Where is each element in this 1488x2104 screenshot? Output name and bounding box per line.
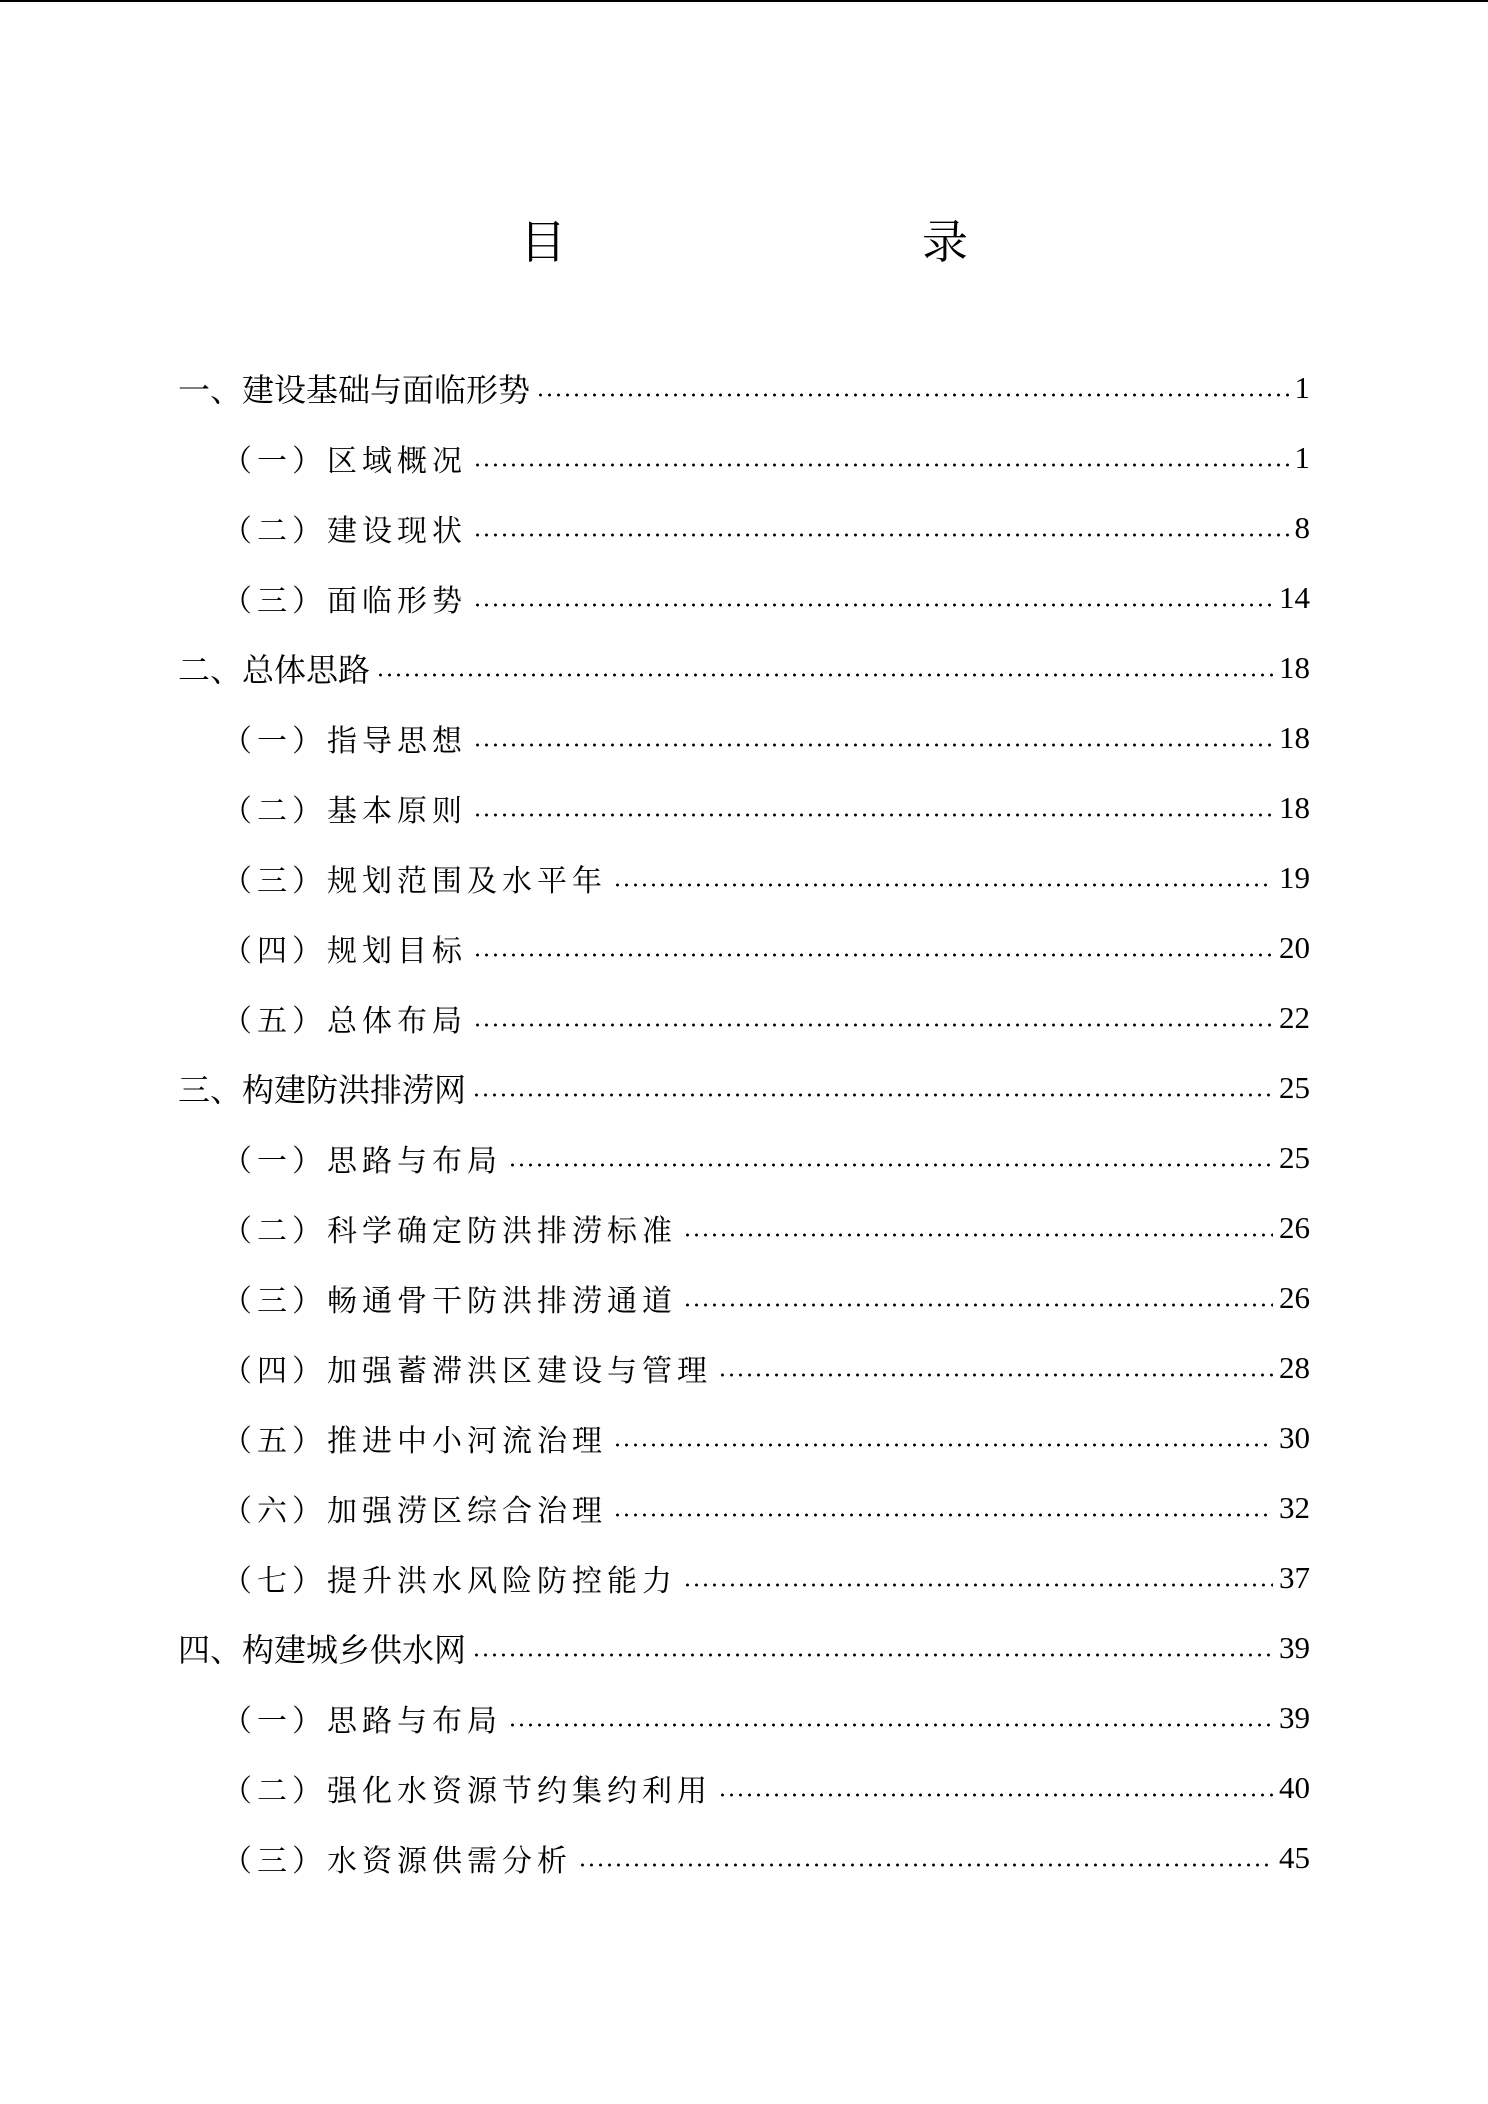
toc-section-entry[interactable] bbox=[0, 1828, 1488, 1888]
toc-dot-leader bbox=[683, 1303, 1273, 1307]
toc-chapter-entry[interactable] bbox=[0, 1058, 1488, 1118]
toc-section-entry[interactable] bbox=[0, 1338, 1488, 1398]
toc-dot-leader bbox=[473, 463, 1289, 467]
toc-dot-leader bbox=[473, 813, 1273, 817]
toc-page-number: 1 bbox=[1294, 370, 1310, 405]
toc-entry-title: 四、构建城乡供水网 bbox=[178, 1631, 467, 1669]
toc-section-entry[interactable] bbox=[0, 1198, 1488, 1258]
toc-dot-leader bbox=[473, 603, 1273, 607]
toc-entry-title: （三）畅通骨干防洪排涝通道 bbox=[222, 1284, 677, 1319]
toc-page-number: 18 bbox=[1279, 720, 1310, 755]
toc-dot-leader bbox=[613, 1443, 1273, 1447]
toc-section-entry[interactable] bbox=[0, 988, 1488, 1048]
toc-section-entry[interactable] bbox=[0, 708, 1488, 768]
toc-entry-title: （二）强化水资源节约集约利用 bbox=[222, 1774, 712, 1809]
toc-chapter-entry[interactable] bbox=[0, 1618, 1488, 1678]
toc-entry-title: 一、建设基础与面临形势 bbox=[178, 371, 531, 409]
toc-page-number: 30 bbox=[1279, 1420, 1310, 1455]
toc-page-number: 28 bbox=[1279, 1350, 1310, 1385]
toc-page-number: 45 bbox=[1279, 1840, 1310, 1875]
toc-dot-leader bbox=[508, 1163, 1273, 1167]
toc-page-number: 8 bbox=[1294, 510, 1310, 545]
toc-section-entry[interactable] bbox=[0, 778, 1488, 838]
toc-entry-title: （一）区域概况 bbox=[222, 444, 467, 479]
toc-page-number: 37 bbox=[1279, 1560, 1310, 1595]
toc-section-entry[interactable] bbox=[0, 568, 1488, 628]
toc-dot-leader bbox=[376, 673, 1273, 677]
toc-page-number: 14 bbox=[1279, 580, 1310, 615]
toc-entry-title: （五）推进中小河流治理 bbox=[222, 1424, 607, 1459]
toc-section-entry[interactable] bbox=[0, 1758, 1488, 1818]
toc-section-entry[interactable] bbox=[0, 1128, 1488, 1188]
toc-page-number: 20 bbox=[1279, 930, 1310, 965]
toc-dot-leader bbox=[473, 953, 1273, 957]
toc-dot-leader bbox=[536, 393, 1288, 397]
toc-dot-leader bbox=[718, 1793, 1273, 1797]
toc-page-number: 18 bbox=[1279, 790, 1310, 825]
toc-section-entry[interactable] bbox=[0, 1408, 1488, 1468]
toc-entry-title: （二）基本原则 bbox=[222, 794, 467, 829]
toc-dot-leader bbox=[472, 1093, 1273, 1097]
toc-page-number: 1 bbox=[1294, 440, 1310, 475]
toc-entry-title: （四）规划目标 bbox=[222, 934, 467, 969]
toc-dot-leader bbox=[473, 1023, 1273, 1027]
toc-section-entry[interactable] bbox=[0, 428, 1488, 488]
toc-section-entry[interactable] bbox=[0, 848, 1488, 908]
toc-page-number: 19 bbox=[1279, 860, 1310, 895]
toc-entry-title: 三、构建防洪排涝网 bbox=[178, 1071, 467, 1109]
toc-page-number: 25 bbox=[1279, 1140, 1310, 1175]
toc-entry-title: （三）水资源供需分析 bbox=[222, 1844, 572, 1879]
toc-dot-leader bbox=[508, 1723, 1273, 1727]
toc-page-number: 22 bbox=[1279, 1000, 1310, 1035]
toc-dot-leader bbox=[683, 1233, 1273, 1237]
toc-dot-leader bbox=[473, 743, 1273, 747]
toc-section-entry[interactable] bbox=[0, 498, 1488, 558]
toc-section-entry[interactable] bbox=[0, 1688, 1488, 1748]
toc-section-entry[interactable] bbox=[0, 918, 1488, 978]
toc-page-number: 18 bbox=[1279, 650, 1310, 685]
toc-dot-leader bbox=[718, 1373, 1273, 1377]
toc-entry-title: （三）面临形势 bbox=[222, 584, 467, 619]
page-title: 目 录 bbox=[520, 215, 1056, 269]
toc-entry-title: （一）思路与布局 bbox=[222, 1704, 502, 1739]
toc-entry-title: （七）提升洪水风险防控能力 bbox=[222, 1564, 677, 1599]
toc-page-number: 32 bbox=[1279, 1490, 1310, 1525]
page-top-border bbox=[0, 0, 1488, 2]
toc-section-entry[interactable] bbox=[0, 1478, 1488, 1538]
toc-entry-title: （二）科学确定防洪排涝标准 bbox=[222, 1214, 677, 1249]
toc-entry-title: （二）建设现状 bbox=[222, 514, 467, 549]
toc-dot-leader bbox=[613, 883, 1273, 887]
toc-entry-title: 二、总体思路 bbox=[178, 651, 371, 689]
toc-page-number: 26 bbox=[1279, 1280, 1310, 1315]
toc-entry-title: （一）思路与布局 bbox=[222, 1144, 502, 1179]
toc-entry-title: （三）规划范围及水平年 bbox=[222, 864, 607, 899]
toc-chapter-entry[interactable] bbox=[0, 358, 1488, 418]
toc-entry-title: （一）指导思想 bbox=[222, 724, 467, 759]
toc-page-number: 40 bbox=[1279, 1770, 1310, 1805]
toc-section-entry[interactable] bbox=[0, 1268, 1488, 1328]
toc-page-number: 39 bbox=[1279, 1700, 1310, 1735]
toc-dot-leader bbox=[472, 1653, 1273, 1657]
toc-chapter-entry[interactable] bbox=[0, 638, 1488, 698]
toc-entry-title: （五）总体布局 bbox=[222, 1004, 467, 1039]
toc-page-number: 39 bbox=[1279, 1630, 1310, 1665]
toc-entry-title: （六）加强涝区综合治理 bbox=[222, 1494, 607, 1529]
toc-entry-title: （四）加强蓄滞洪区建设与管理 bbox=[222, 1354, 712, 1389]
toc-dot-leader bbox=[613, 1513, 1273, 1517]
toc-dot-leader bbox=[683, 1583, 1273, 1587]
toc-dot-leader bbox=[578, 1863, 1273, 1867]
toc-section-entry[interactable] bbox=[0, 1548, 1488, 1608]
toc-page-number: 25 bbox=[1279, 1070, 1310, 1105]
toc-dot-leader bbox=[473, 533, 1289, 537]
toc-page-number: 26 bbox=[1279, 1210, 1310, 1245]
